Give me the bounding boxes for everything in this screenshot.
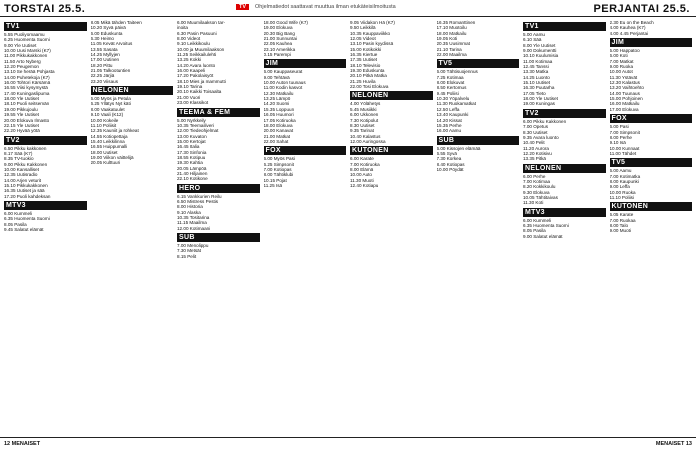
program-row: 12.35 Uutisradio [4,172,38,178]
program-row: 14.20 Avara luonto [177,62,216,68]
program-row: 11.30 Koti [523,200,544,206]
program-row: 12.00 Auringossa [350,138,386,144]
program-row: 8.20 Kokkikoulu [523,184,556,190]
program-row: 9.00 Ruoka [609,64,633,70]
program-row: 6.00 Ukkonen [350,112,379,118]
program-row: 17.00 Elokuva [609,106,639,112]
program-row: 7.30 Korkea [436,156,462,162]
program-row: 8.05 Pasila [4,221,27,227]
program-row: 6.30 Heimo [90,36,114,42]
program-row: 11.00 Tähdet [609,150,637,156]
program-row: 7.30 Kotipolut [350,117,379,123]
program-row: 20.05 Kulttuuri [90,160,121,166]
channel-heading: NELONEN [523,164,606,173]
program-row: 8.50 Kertomus [436,85,467,91]
program-row: 12.30 Kalastus [609,80,640,86]
program-row: 10.40 Pelit [523,140,545,146]
program-row: 22.05 Kauhea [263,41,293,47]
program-row: 6.00 Myös Pasi [263,156,295,162]
program-row: 11.00 Kotimaa [523,58,553,64]
day-right-heading: PERJANTAI 25.5. [593,3,690,15]
program-row: 10.00 Kokeile [90,117,119,123]
program-row: 13.20 Vaihtoehto [609,85,644,91]
program-row: 15.10 Pikkukakkonen [4,182,48,188]
program-row: 6.00 Kummeli [523,217,552,223]
program-row: 23.00 Klassikot [177,100,209,106]
program-row: 18.10 Mies ja mammutti [177,78,226,84]
program-row: 16.45 Italia [177,144,200,150]
program-row: 21.05 Talkootuntien [90,68,131,74]
program-row: 7.25 Kotimaa [436,74,464,80]
program-row: 15.40 Leikkilinna [90,138,125,144]
program-row: 17.00 Uutinen [90,57,120,63]
program-row: 6.00 Tähtisuojennus [436,69,478,75]
program-row: 6.25 Huomenta Suomi [4,37,50,43]
program-row: 7.00 Opetus [523,124,549,130]
program-row: 11.00 Kodin kasvot [263,85,303,91]
program-row: 8.15 Pelit [177,253,197,259]
program-row: 11.30 Ystävät [609,74,638,80]
listing-columns [4,20,692,438]
program-row: 9.00 Tehtävä [263,74,290,80]
program-row: 6.30 Pasin Pasuuni [177,30,217,36]
program-row: 12.00 Kotimaani [177,225,211,231]
program-row: 13.40 Kaupunki [436,112,469,118]
program-row: 9.00 Leffa [609,184,630,190]
listing-column [437,20,520,438]
program-row: 6.15 Vankkurien Reilu [177,193,222,199]
footer-left: 12 MENAISET [4,441,41,447]
program-row: 14.25 Luonto [523,74,550,80]
program-row: 8.17 Sää (K7) [4,150,33,156]
program-row: 14.25 Myllyjen [90,52,120,58]
program-row: 13.25 Lämpö [263,96,291,102]
program-row: 9.10 Vaali (K12) [90,112,124,118]
program-row: 6.35 Huomenta Suomi [4,216,50,222]
program-row: 11.10 Poliisi [609,194,634,200]
program-row: 11.30 Ruokamatkat [436,101,476,107]
program-row: 6.35 Huomenta Suomi [523,222,569,228]
program-row: 10.00 Pöydät [436,166,464,172]
program-row: 11.00 Pikkukakkonen [4,53,48,59]
program-row: 6.00 Kissojen elämää [436,145,481,151]
program-row: 10.00 Ruoka [609,189,636,195]
program-row: 9.00 Dokumentti [523,48,557,54]
program-row: 0.15 Parempi [263,52,291,58]
program-row: 4.00 Yölähetys [350,101,381,107]
program-row: 17.05 Tieto [523,90,546,96]
program-row: 9.10 Isä [609,140,626,146]
listing-column [264,20,347,438]
program-row: 20.30 Big Bang [263,30,295,36]
program-row: 14.00 Puhetekoja (K7) [4,74,50,80]
program-row: 19.55 Yle Uutiset [4,112,39,118]
program-row: 6.00 Muumilaakson tar- [177,20,226,25]
program-row: 11.50 Arto Nyberg [4,58,41,64]
program-row: 16.00 Kaapeli [177,68,206,74]
program-row: 11.15 Maailma [177,220,207,226]
program-row: 12.30 Matkailu [263,90,294,96]
channel-heading: HERO [177,184,260,193]
channel-heading: TV2 [4,136,87,145]
program-row: 9.00 Pikku Kakkonen [4,161,48,167]
program-row: 16.00 Aamu [436,128,462,134]
program-row: 6.00 Kauppaseurat [263,69,303,75]
program-row: 20.10 Pitkä Matka [350,73,387,79]
header-notice [236,4,396,10]
listing-column [177,20,260,438]
program-row: 4.00 4.45 Perjantai [609,30,649,36]
channel-heading: KUTONEN [610,202,693,211]
channel-heading: NELONEN [91,86,174,95]
program-row: 23.20 Viisaus [90,78,118,84]
program-row: 10.30 Yöpalvelu [436,96,470,102]
channel-heading: FOX [610,114,693,123]
program-row: 5.00 Happatoo [609,48,640,54]
program-row: 10.35 Teemailiveri [177,122,214,128]
program-row: 7.00 Kotimatka [609,173,641,179]
program-row: 10.00 ja Muumilaakson [177,46,225,52]
program-row: 9.00 Yle Uutiset [4,42,37,48]
program-row: 6.00 Aamu [609,168,632,174]
program-row: 15.00 Pohjoinen [609,96,643,102]
program-row: 8.00 Videot [177,36,201,42]
program-row: 21.00 Matkat [263,133,291,139]
program-row: 18.10 Televisio [350,62,381,68]
program-row: 11.05 Kevät Arvoitus [90,41,133,47]
program-row: 18.55 Kotipuu [177,154,206,160]
program-row: 16.55 Viisi kysymystä [4,85,48,91]
program-row: 6.00 Pasi [609,124,629,130]
program-row: 10.05 Tähtitaivas [523,194,558,200]
program-row: 16.30 Puutarha [523,85,555,91]
program-row: 6.50 Mistress Pestis [177,198,219,204]
program-row: 16.05 Huumori [263,112,294,118]
channel-heading: JIM [610,38,693,47]
program-row: 8.00 Talo [609,222,629,228]
program-row: 7.00 Kotiopas [263,166,292,172]
program-row: 18.00 Yle Uutiset [523,96,558,102]
channel-heading: KUTONEN [350,146,433,155]
program-row: 22.00 Maailma [436,52,467,58]
channel-heading: TEEMA & FEM [177,108,260,117]
program-row: 6.00 Koti [609,53,628,59]
program-row: 8.00 Vaakatuulet [90,106,125,112]
program-row: 9.50 Leikkilä [350,25,376,31]
program-row: 13.35 Pitkä [523,156,546,162]
program-row: 12.05 Videot [350,36,376,42]
program-row: 9.10 Alaska [177,209,201,215]
program-row: 5.45 Musiikki [350,106,377,112]
program-row: 19.30 Eduskunta [350,68,385,74]
program-row: 22.00 Sahat [263,138,289,144]
program-row: 15.00 Kertojat [177,138,206,144]
program-row: 6.00 Perhe [523,173,546,179]
program-row: 21.10 Tarina [436,46,462,52]
program-row: 5.55 Puoliyomaamu [4,32,45,37]
program-row: 19.05 Koti [436,36,458,42]
program-row: 7.00 Simpsonit [609,129,640,135]
program-row: 17.40 Kuningaslipuma [4,90,50,96]
program-row: 13.10 Se herää Pohjasta [4,69,55,75]
program-row: 13.30 Matka [523,69,549,75]
program-row: 8.00 Yle Uutiset [523,42,556,48]
program-row: 7.00 Matkat [609,58,634,64]
channel-heading: NELONEN [350,91,433,100]
program-row: 19.00 Kuningas [523,101,555,107]
program-row: 8.40 Kotiopas [436,161,465,167]
program-row: 9.45 Salatut elämät [4,227,44,232]
program-row: 10.00 Kansalliset [4,166,39,172]
program-row: 6.00 Myös ja Petula [90,96,131,102]
program-row: 8.00 Elämä [350,166,374,172]
program-row: 17.30 Sinfonia [177,149,207,155]
program-row: 13.10 Pasin kyydissä [350,41,394,47]
program-row: 12.35 Kauniit ja rohkeat [90,128,139,134]
header-rule [0,16,696,17]
program-row: 7.00 Kotimaa [523,178,551,184]
program-row: 14.20 Suomi [263,101,290,107]
program-row: 6.10 Sää [523,37,542,43]
program-row: 9.30 Elokuva [523,189,550,195]
program-row: 6.00 Eduskunta [90,30,123,36]
program-row: 9.35 Avara luonto [523,134,559,140]
channel-heading: SUB [437,136,520,145]
program-row: 13.00 Kuvaton [177,133,207,139]
program-row: 11.25 Isä [263,182,283,188]
program-row: 6.25 Simpsonit [263,161,294,167]
program-row: 18.00 Elokuva [263,122,293,128]
program-row: 18.20 Pittu [90,62,113,68]
header-notice-text: Ohjelmatiedot saattavat muuttua ilman etukäteisilmoitusta [255,4,396,10]
program-row: 14.55 Kotiopettaja [90,133,128,139]
channel-heading: TV1 [4,22,87,31]
program-row: 8.30 Uutiset [523,129,548,135]
channel-heading: FOX [264,146,347,155]
program-row: inoita [177,25,188,31]
program-row: 21.00 Vuori [177,94,201,100]
program-row: 7.00 Kotiruoka [350,161,380,167]
program-row: 10.00 Auton tuunaus [263,80,306,86]
program-row: 18.00 Good Wife (K7) [263,20,308,25]
program-row: 18.10 Puoli seitsemän [4,101,50,107]
program-row: 5.00 Aamu [523,32,545,37]
footer-right: MENAISET 13 [655,441,692,447]
page-header [0,0,696,20]
program-row: 8.00 Kaupunki [609,178,639,184]
channel-heading: TV5 [610,158,693,167]
day-left-heading: TORSTAI 25.5. [4,3,86,15]
program-row: 8.00 Historia [177,204,203,210]
program-row: 19.00 Pikkujoulu [4,106,38,112]
channel-heading: SUB [177,233,260,242]
program-row: 20.35 Uusimmat [436,41,470,47]
program-row: 2.30 Eu on the Beach [609,20,654,25]
program-row: 18.00 Uutiset [90,149,118,155]
program-row: 7.00 Menolippu [177,243,209,249]
program-row: 9.45 Poliisi [436,90,459,96]
program-row: 12.00 Tiedeohjelmat [177,128,219,134]
program-row: 8.30 Uutiset [350,122,375,128]
program-row: 6.50 Pikku kakkonen [4,145,47,151]
program-row: 20.00 Kanavat [263,128,294,134]
program-row: 11.25 Seikkailulehti [177,52,217,58]
program-row: 17.35 Uutiset [350,57,378,63]
program-row: 13.25 Kokki [177,57,202,63]
program-row: 19.00 Elokuva [263,25,293,31]
program-row: 16.35 Kiertue [350,52,378,58]
program-row: 7.00 Ruokaa [609,217,636,223]
program-row: 12.20 Kotisivu [523,150,552,156]
listing-column [523,20,606,438]
program-row: 23.10 Amerikka [263,46,296,52]
channel-heading: MTV3 [4,201,87,210]
program-row: 8.35 TV-tuokio [4,156,34,162]
program-row: 8.00 Perhe [609,134,632,140]
program-row: 20.05 Lämpöä [177,165,207,171]
program-row: 20.00 Elokuva Ilmasto [4,117,50,123]
program-row: 8.00 Tähtiklubi [263,172,294,178]
program-row: 21.25 Huvila [350,78,376,84]
channel-heading: TV1 [523,22,606,31]
program-row: 22.25 Järjiä [90,73,115,79]
program-row: 14.00 Tuunaus [609,90,640,96]
program-row: 7.30 Metsät [177,248,202,254]
program-row: 16.00 Tohtori Kärsämä [4,80,51,86]
program-row: 12.45 Tanssi [523,64,549,70]
listing-column [91,20,174,438]
program-row: 4.00 Kauhea (K7) [609,25,646,31]
program-row: 9.00 Muoti [609,228,631,234]
program-row: 8.05 Mikä tähden Taiteen [90,20,142,25]
program-row: 19.00 Viikon väittelijä [90,154,134,160]
program-row: 20.10 Kaikki Toisaalta [177,89,222,95]
program-row: 10.40 Kalastus [350,133,381,139]
program-row: 6.25 Yllätys Nyt käti [90,101,131,107]
program-row: 10.00 Autot [609,69,633,75]
program-row: 21.00 Sunnuntai [263,36,297,42]
page-footer [0,437,696,450]
program-row: 14.20 Kissat [436,117,462,123]
program-row: 22.15 Yle Uutiset [4,122,39,128]
program-row: 6.00 Karate [350,156,374,162]
channel-heading: TV2 [523,109,606,118]
program-row: 17.20 Puoli kahdeksan [4,193,51,199]
channel-heading: JIM [264,59,347,68]
program-row: 6.55 Syvä [436,150,457,156]
program-row: 17.10 Muotoilu [436,25,467,31]
program-row: 22.10 Kotikone [177,176,208,182]
program-row: 15.00 Kotikokki [350,46,382,52]
program-row: 6.00 Kummeli [4,210,33,216]
program-row: 10.10 Kuulumisia [523,53,559,59]
program-row: 17.05 Kotiruoka [263,117,296,123]
channel-heading: TV5 [437,59,520,68]
channel-heading: MTV3 [523,208,606,217]
program-row: 12.50 Leffa [436,106,460,112]
program-row: 15.35 Perhe [436,122,462,128]
program-row: 10.35 Tositarina [177,215,210,220]
program-row: 8.05 Pasila [523,228,546,234]
program-row: 16.00 Matkailu [609,101,640,107]
program-row: 10.00 Uusi Marski (K7) [4,48,51,54]
program-row: 16.55 Huippumalli [90,144,128,150]
program-row: 10.35 Kauppaviikko [350,30,391,36]
program-row: 15.35 Loppuun [263,106,295,112]
program-row: 22.20 Hyvää yötä [4,128,40,134]
listing-column [4,20,87,438]
tv-tag: TV [236,4,249,10]
program-row: 17.20 Pakolaisyöt [177,73,214,79]
program-row: 11.30 Muoti [350,177,374,183]
program-row: 18.00 Yle Uutiset [4,96,39,102]
program-row: 5.00 Nyrkkeily [177,117,206,123]
program-row: 22.00 Tosi Elokuva [350,84,389,90]
program-row: 10.15 Pojat [263,177,287,183]
program-row: 10.00 Kunnaat [609,145,640,151]
program-row: 9.10 Leikkikoulu [177,41,210,47]
program-row: 11.10 Poliisit [90,122,117,128]
program-row: 8.00 Elokuvat [436,80,465,86]
program-row: 19.30 Kahtia [177,160,203,166]
program-row: 12.40 Kotiapu [350,182,379,188]
program-row: 19.10 Tarina [177,84,203,90]
program-row: 13.55 Sasata [90,46,118,52]
program-row: 6.05 Karate [609,212,634,218]
program-row: 9.00 Salatut elämät [523,233,563,239]
program-row: 10.00 Auto [350,172,372,178]
program-row: 18.00 Matkailu [436,30,467,36]
listing-column [350,20,433,438]
program-row: 9.05 Viidakon Hä (K7) [350,20,395,25]
program-row: 16.35 Romanttinen [436,20,476,25]
program-row: 14.00 Arjen veturit [4,177,42,183]
program-row: 10.20 Syvä päivä [90,25,126,31]
listing-column [610,20,693,438]
program-row: 12.20 Peugemon [4,64,39,70]
program-row: 9.35 Tarinat [350,128,374,134]
program-row: 11.20 Aurora [523,145,549,151]
program-row: 15.10 Uutiset [523,80,551,86]
program-row: 21.40 Hiljainen [177,170,208,176]
program-row: 6.00 Pikku Kakkonen [523,118,567,124]
program-row: 16.35 Uutiset ja sää [4,188,45,194]
